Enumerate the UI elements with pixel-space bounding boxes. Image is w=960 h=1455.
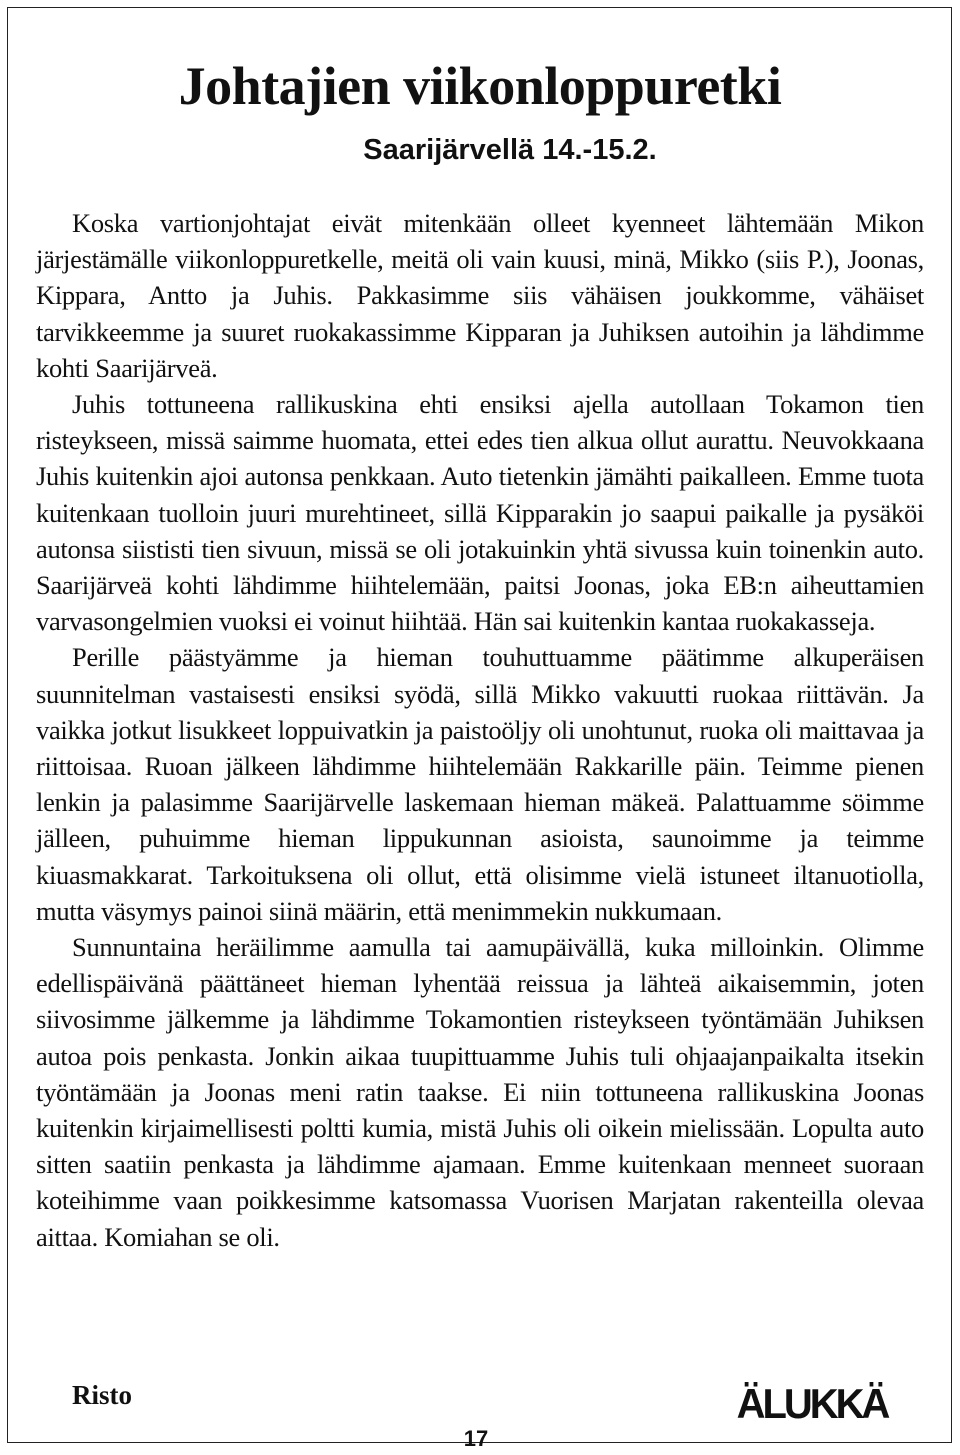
paragraph: Perille päästyämme ja hieman touhuttuamme päätimme alkuperäisen suunnitelman vastaisesti ensiksi syödä, sillä Mikko vakuutti ruokaa riittävän. Ja vaikka jotkut lisukkeet loppuivatkin ja paistoöljy oli unohtunut, ruoka oli maittavaa ja riittoisaa. Ruoan jälkeen lähdimme hiihtelemään Rakkarille päin. Teimme pienen lenkin ja palasimme Saarijärvelle laskemaan hieman mäkeä. Palattuamme söimme jälleen, puhuimme hieman lippukunnan asioista, saunoimme ja teimme kiuasmakkarat. Tarkoituksena oli ollut, että olisimme vielä istuneet iltanuotiolla, mutta väsymys painoi siinä määrin, että menimmekin nukkumaan.	[36, 642, 924, 926]
logo-text: ÄLUKKÄ	[736, 1380, 888, 1420]
author-signature: Risto	[72, 1380, 132, 1410]
article-subtitle: Saarijärvellä 14.-15.2.	[363, 134, 657, 166]
alukka-logo-icon	[734, 1374, 890, 1420]
paragraph: Koska vartionjohtajat eivät mitenkään olleet kyenneet lähtemään Mikon järjestämälle viikonloppuretkelle, meitä oli vain kuusi, minä, Mikko (siis P.), Joonas, Kippara, Antto ja Juhis. Pakkasimme siis vähäisen joukkomme, vähäiset tarvikkeemme ja suuret ruokakassimme Kipparan ja Juhiksen autoihin ja lähdimme kohti Saarijärveä.	[36, 208, 924, 383]
paragraph: Sunnuntaina heräilimme aamulla tai aamupäivällä, kuka milloinkin. Olimme edellispäivänä päättäneet hieman lyhentää reissua ja lähteä aikaisemmin, joten siivosimme jälkemme ja lähdimme Tokamontien risteykseen työntämään Juhiksen autoa pois penkasta. Jonkin aikaa tuupittuamme Juhis tuli ohjaajanpaikalta itsekin työntämään ja Joonas meni ratin taakse. Ei niin tottuneena rallikuskina Joonas kuitenkin kirjaimellisesti poltti kumia, mistä Juhis oli oikein mielissään. Lopulta auto sitten saatiin penkasta ja lähdimme ajamaan. Emme kuitenkaan menneet suoraan koteihimme vaan poikkesimme katsomassa Vuorisen Marjatan rakenteilla olevaa aittaa. Komiahan se oli.	[36, 932, 924, 1252]
article-body	[36, 205, 924, 1255]
page-number: 17	[463, 1426, 489, 1451]
article-title: Johtajien viikonloppuretki	[178, 56, 782, 116]
paragraph: Juhis tottuneena rallikuskina ehti ensiksi ajella autollaan Tokamon tien risteykseen, missä saimme huomata, ettei edes tien alkua ollut aurattu. Neuvokkaana Juhis kuitenkin ajoi autonsa penkkaan. Auto tietenkin jämähti paikalleen. Emme tuota kuitenkaan tuolloin juuri murehtineet, sillä Kipparakin jo saapui paikalle ja pysäköi autonsa siististi tien sivuun, missä se oli jotakuinkin yhtä sivussa kuin toinenkin auto. Saarijärveä kohti lähdimme hiihtelemään, paitsi Joonas, joka EB:n aiheuttamien varvasongelmien vuoksi ei voinut hiihtää. Hän sai kuitenkin kantaa ruokakasseja.	[36, 389, 924, 637]
